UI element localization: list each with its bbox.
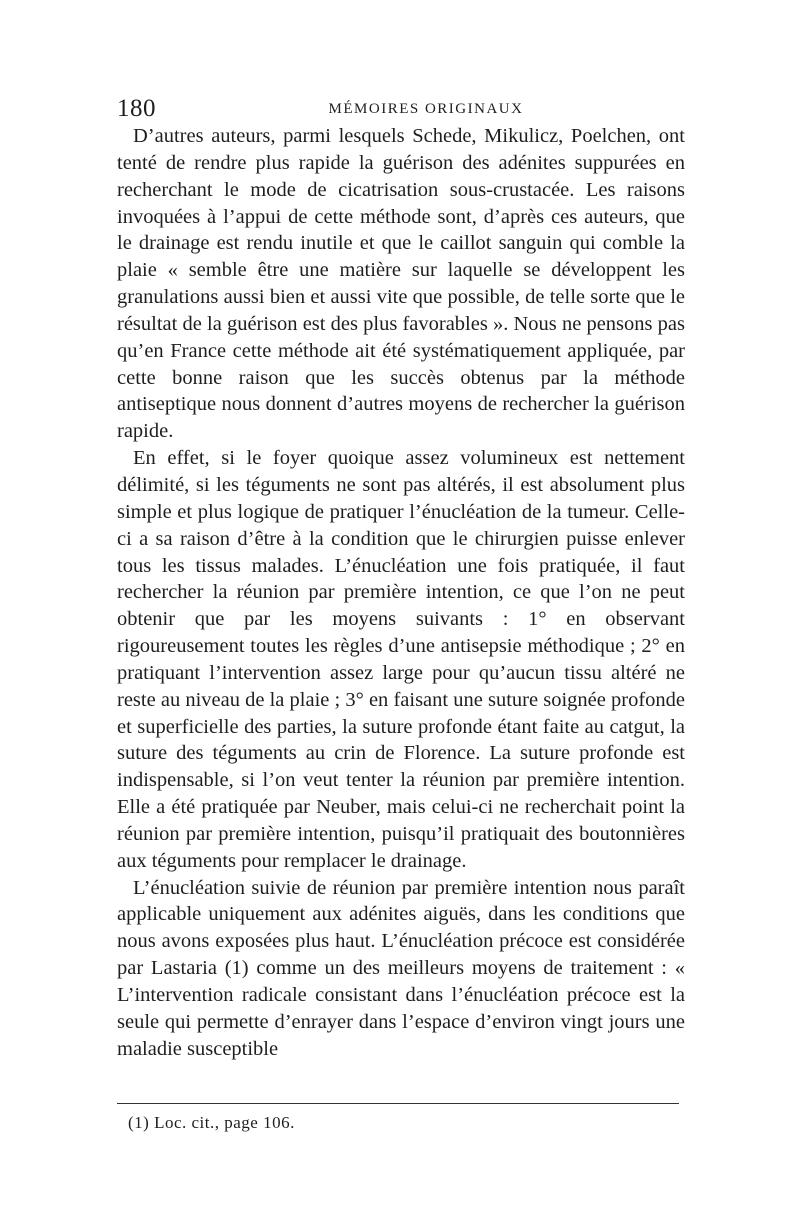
paragraph: En effet, si le foyer quoique assez volumineux est nettement délimité, si les téguments ne sont pas altérés, il est absolument plus simple et plus logique de pratiquer l’énucléation de la tumeur. Celle-ci a sa raison d’être à la condition que le chirurgien puisse enlever tous les tissus malades. L’énucléation une fois pratiquée, il faut rechercher la réunion par première intention, ce que l’on ne peut obtenir que par les moyens suivants : 1° en observant rigoureusement toutes les règles d’une antisepsie méthodique ; 2° en pratiquant l’intervention assez large pour qu’aucun tissu altéré ne reste au niveau de la plaie ; 3° en faisant une suture soignée profonde et superficielle des parties, la suture profonde étant faite au catgut, la suture des téguments au crin de Florence. La suture profonde est indispensable, si l’on veut tenter la réunion par première intention. Elle a été pratiquée par Neuber, mais celui-ci ne recherchait point la réunion par première intention, puisqu’il pratiquait des boutonnières aux téguments pour remplacer le drainage.: [117, 447, 685, 872]
body-text: [117, 123, 685, 1063]
footnote: (1) Loc. cit., page 106.: [128, 1113, 295, 1132]
page-number: 180: [117, 95, 156, 122]
footnote-divider: [117, 1103, 679, 1104]
paragraph: L’énucléation suivie de réunion par première intention nous paraît applicable uniquement aux adénites aiguës, dans les conditions que nous avons exposées plus haut. L’énucléation précoce est considérée par Lastaria (1) comme un des meilleurs moyens de traitement : « L’intervention radicale consistant dans l’énucléation précoce est la seule qui permette d’enrayer dans l’espace d’environ vingt jours une maladie susceptible: [117, 876, 685, 1060]
running-head: MÉMOIRES ORIGINAUX: [328, 101, 524, 117]
page-header: [117, 94, 695, 124]
paragraph: D’autres auteurs, parmi lesquels Schede, Mikulicz, Poelchen, ont tenté de rendre plus rapide la guérison des adénites suppurées en recherchant le mode de cicatrisation sous-crustacée. Les raisons invoquées à l’appui de cette méthode sont, d’après ces auteurs, que le drainage est rendu inutile et que le caillot sanguin qui comble la plaie « semble être une matière sur laquelle se développent les granulations aussi bien et aussi vite que possible, de telle sorte que le résultat de la guérison est des plus favorables ». Nous ne pensons pas qu’en France cette méthode ait été systématiquement appliquée, par cette bonne raison que les succès obtenus par la méthode antiseptique nous donnent d’autres moyens de rechercher la guérison rapide.: [117, 125, 685, 443]
